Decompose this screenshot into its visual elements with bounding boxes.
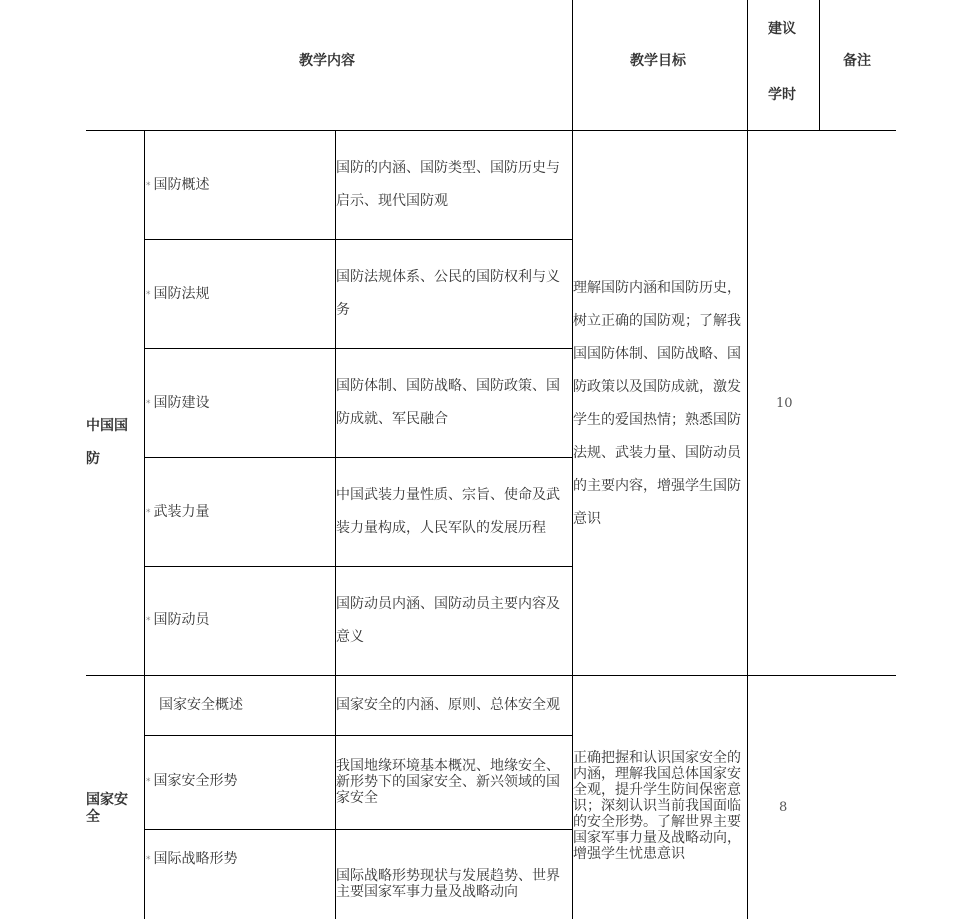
suggested-hours: 8: [779, 800, 788, 815]
suggested-hours: 10: [776, 396, 793, 411]
divider: [86, 675, 896, 676]
topic-name: [159, 689, 243, 722]
category-line: 中国国: [86, 418, 128, 434]
category-label: [86, 410, 128, 476]
header-content: 教学内容: [299, 53, 355, 69]
topic-label: 国防法规: [153, 286, 210, 302]
divider: [144, 239, 572, 240]
category-line: 防: [86, 451, 100, 467]
header-goal: 教学目标: [630, 53, 686, 69]
topic-label: 国防动员: [153, 612, 210, 628]
asterisk-marker: *: [146, 181, 151, 191]
topic-description: 中国武装力量性质、宗旨、使命及武装力量构成，人民军队的发展历程: [336, 487, 560, 536]
divider: [144, 457, 572, 458]
asterisk-marker: *: [146, 290, 151, 300]
divider: [144, 566, 572, 567]
topic-description: 我国地缘环境基本概况、地缘安全、新形势下的国家安全、新兴领域的国家安全: [336, 758, 560, 806]
topic-label: 国防建设: [153, 395, 210, 411]
topic-name: [146, 496, 210, 531]
divider: [144, 130, 145, 919]
topic-description: 国防动员内涵、国防动员主要内容及意义: [336, 596, 560, 645]
divider: [747, 0, 748, 919]
divider: [144, 348, 572, 349]
asterisk-marker: *: [146, 508, 151, 518]
header-hours-line2: 学时: [768, 87, 796, 103]
asterisk-marker: *: [146, 616, 151, 626]
asterisk-marker: *: [146, 855, 151, 865]
divider: [86, 130, 896, 131]
topic-label: 国家安全形势: [153, 773, 238, 789]
topic-name: [146, 604, 210, 639]
topic-description: 国防的内涵、国防类型、国防历史与启示、现代国防观: [336, 160, 560, 209]
topic-name: [146, 169, 210, 204]
topic-label: 国际战略形势: [153, 851, 238, 867]
topic-label: 国家安全概述: [159, 697, 243, 713]
category-line: 全: [86, 809, 100, 825]
category-label: [86, 792, 128, 826]
teaching-goal: 理解国防内涵和国防历史，树立正确的国防观；了解我国国防体制、国防战略、国防政策以及国防成就，激发学生的爱国热情；熟悉国防法规、武装力量、国防动员的主要内容，增强学生国防意识: [573, 280, 741, 527]
asterisk-marker: *: [146, 777, 151, 787]
asterisk-marker: *: [146, 399, 151, 409]
topic-label: 武装力量: [153, 504, 210, 520]
topic-name: [146, 765, 238, 800]
divider: [144, 735, 572, 736]
topic-name: [146, 387, 210, 422]
topic-name: [146, 843, 238, 878]
topic-description: 国家安全的内涵、原则、总体安全观: [336, 697, 560, 713]
topic-description: 国际战略形势现状与发展趋势、世界主要国家军事力量及战略动向: [336, 868, 560, 900]
topic-description: 国防体制、国防战略、国防政策、国防成就、军民融合: [336, 378, 560, 427]
teaching-goal: 正确把握和认识国家安全的内涵，理解我国总体国家安全观，提升学生防间保密意识；深刻认识当前我国面临的安全形势。了解世界主要国家军事力量及战略动向，增强学生忧患意识: [573, 750, 741, 862]
header-hours-line1: 建议: [768, 21, 796, 37]
header-notes: 备注: [843, 53, 871, 69]
topic-name: [146, 278, 210, 313]
topic-description: 国防法规体系、公民的国防权利与义务: [336, 269, 560, 318]
divider: [144, 829, 572, 830]
divider: [819, 0, 820, 131]
topic-label: 国防概述: [153, 177, 210, 193]
category-line: 国家安: [86, 792, 128, 808]
